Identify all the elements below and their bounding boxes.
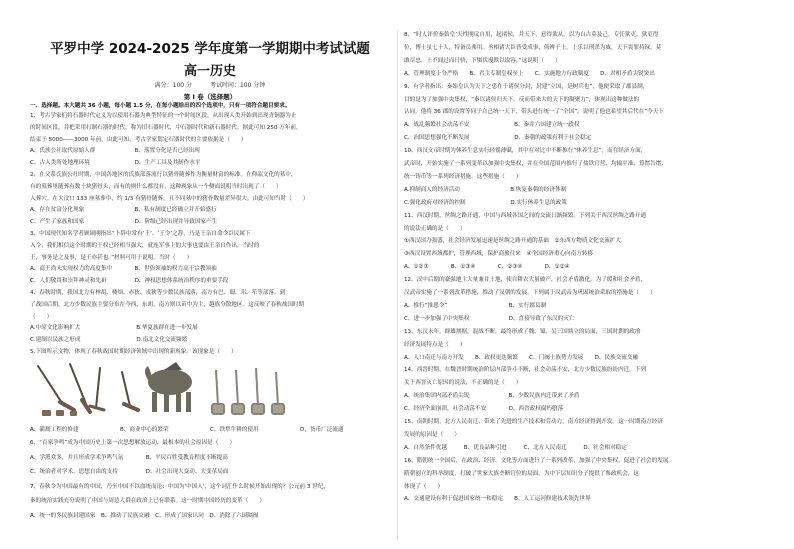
text-line: C、人们敬畏和崇拜神灵和先祖 D、神权思想体系统治秩序的重要手段 <box>30 278 229 285</box>
text-line: A、交通建设有利于促进国家统一和稳定 B、人工运河修建技术领先世界 <box>404 496 591 503</box>
text-line: 的时间区段，并把采用打制石器的时代，称为旧石器时代，中石器时代和新石器时代。据此可知 250 万年前， <box>30 124 302 131</box>
text-line: A、①②③ B、①③④ C、②③④ D、①②④ <box>404 264 570 271</box>
text-line: 敢尽忠。上不闻过而日骄，下慑伏谩欺以取容。”这说明（ ） <box>404 57 561 64</box>
text-line: 入令，我们相信这个时期的王权已经相当强大，就连军事上的大事也要由王亲自作出，当时的 <box>30 242 260 249</box>
text-line: C、产生了家族和国家 D、阶级已经出现并导致国家产生 <box>30 219 218 226</box>
text-line: 13、东汉末年，群雄割据，混战不断，最终形成了魏、蜀、吴三国鼎立的局面，三国时期的政治 <box>404 328 641 335</box>
subject-title: 高一历史 <box>183 64 236 79</box>
text-line: A、自然条件优越 B、优良品种引进 C、北方人民南迁 D、社会相对稳定 <box>404 444 627 451</box>
text-line: 7、春秋令为中国最有的中国，乃至中国不以血统而论；中国为'中国人'，这个词汇什么时候开始出现的？公元前 3 世纪， <box>30 483 330 490</box>
text-line: C.建制以民族之形成 D.南北文化交流频繁 <box>30 337 188 344</box>
option-c: C、铁犁牛耕的使用 <box>210 427 259 433</box>
text-line: 位，博士虽七十人，特备员弗用。丞相诸大臣皆受成事，倚辨于上。上乐以刑杀为威，天下畏罪持禄，莫 <box>404 44 662 51</box>
section-title: 第 I 卷（选择题） <box>183 93 237 101</box>
text-line: A、氏族公社取代原始人群 B、落置分化是否已经出现 <box>30 148 200 155</box>
text-line: C、经济全面崩溃，社会动荡不安 D、西晋政权腐朽堕落 <box>404 406 564 413</box>
text-line: A、人口南迁与南方开发 B、政权更迭频繁 C、门阀士族势力发展 D、民族交流交融 <box>404 354 639 361</box>
artifact-illustration <box>30 358 390 420</box>
option-a: A、灌溉工程的修建 <box>30 427 79 433</box>
text-line: 认同。他将 36 郡的设置等同于自己统一天下，带头进行统一了“全国”，说明了他也希望其后代在“今天下 <box>404 109 664 116</box>
text-line: 1、考古学家们将石器时代定义为以使用石器为典型特征的一个时间区段，从出现人类开始到出现青铜器为止 <box>30 113 297 119</box>
text-line: A、推行“推恩令” B、实行郡县制 <box>404 302 547 309</box>
text-line: C、统治者对学术、思想自由的支持 D、社会出现大变动、大变革局面 <box>30 469 229 475</box>
text-line: 隋朝创立的科举制度，打破了世家大族垄断官位的局面，为中下层知识分子提供了参政机会，这 <box>404 470 639 477</box>
farm-tools-icon <box>30 358 390 420</box>
text-line: 的说法正确的是（ ） <box>404 225 466 232</box>
text-line: A、统一的多民族封建国家 B、推动了民族交融 C、形成了国家认同 D、消除了六国隔阂 <box>30 512 259 519</box>
text-line: A、商王尚未实现权力的高度集中 B、世俗领袖的权力高于宗教领袖 <box>30 266 217 273</box>
text-line: 了战国后期，北方少数民族主要分布在今西、东胡，南方则以苗中为主，越族分散地区。这反映了春秋战国时期 <box>30 301 305 308</box>
text-line: 6、“百家争鸣”成为中国历史上第一次思想解放运动，最根本的社会原因是（ ） <box>30 440 236 446</box>
text-line: 武帝时，开始实施了一系列变革以加强中央集权，并在全国范围内推行了盐铁官营、均输平准、算缗告缗、 <box>404 161 667 167</box>
text-line: 10、西汉文帝时期为休养生息实行轻徭薄赋，其中在对比中不断推行“休养生息”，而在经济方面， <box>404 148 647 155</box>
text-line: A.中原文化影响扩大 B.华夏族群在进一步发展 <box>30 325 198 332</box>
text-line: C、治国思想强化不断发展 D、秦朝的政策有利于社会稳定 <box>404 135 592 142</box>
text-line: ①西汉国力强盛，社会经济发展迅速是丝绸之路开通的基础 ②东西方物质文化交流扩大 <box>404 238 621 245</box>
text-line: 体现了（ ） <box>404 483 444 490</box>
text-line: C、古人类所处地理环境 D、生产工具及其制作水平 <box>30 160 201 167</box>
exam-meta: 满分：100 分 考试时间：100 分钟 <box>154 82 266 89</box>
text-line: 9、有学者指出：秦始皇认为天下之患在于诸侯分封，封建“立国，是树兵也”，他便采取了郡县制， <box>404 83 649 90</box>
option-b: B、商业中心的繁荣 <box>120 427 169 433</box>
text-line: 结束于 5000——3000 年前。由此可知，考古学家划定石器时代的主要依据是（ ） <box>30 136 247 143</box>
text-line: 统一铸币等一系列经济措施，这些措施（ ） <box>404 173 522 180</box>
text-line: C.强化政府对经济的控制 D.实行休养生息的政策 <box>404 199 567 206</box>
text-line: 14、西晋时期，在魏晋时期统治阶层内部争斗不断，社会动荡不安，北方少数民族纷纷内迁。下列 <box>404 367 647 374</box>
text-line: A、学派众多，并且形成学术争鸣气氛 B、平民百姓受教育程度不断提高 <box>30 454 228 461</box>
text-line: A、管理制度十分严格 B、君主专制皇权至上 C、实施地方行政制度 D、君相矛盾尖锐突出 <box>404 70 655 77</box>
option-d: D、货币广泛流通 <box>300 427 344 433</box>
text-line: ③西汉设置西域都护，管理西域，保护商旅往来 ④全国经济重心向南方转移 <box>404 251 594 258</box>
text-line: 入葬穴。在大汶口 133 座墓葬中，约 1/3 有猪骨随葬，且不同墓中的猪骨数量差异很大。由此可知当时（ ） <box>30 195 309 202</box>
text-line: 2、在父系氏族公社时期，中国各地区的氏族部落流行以猪骨随葬作为衡量财富的标准。在仰韶文化的墓中， <box>30 172 297 178</box>
text-line: 5.下图所示文物，体现了春秋战国时期经济领域中出现的新现象。该现象是（ ） <box>30 349 237 355</box>
text-line: 15、南朝时期，北方人民南迁，带来了先进的生产技术和劳动力，南方经济得到开发。这一时期南方经济 <box>404 419 663 425</box>
instruction: 一、选择题。本大题共 36 小题，每小题 1.5 分，在每小题给出的四个选项中，只有一项符合题目要求。 <box>30 103 291 109</box>
text-line: 4、春秋时期，我国北方有林胡、楼烦、赤狄、戎狄等少数民族部落，南方有巴、蜀、邛、笮等部落。到 <box>30 290 286 296</box>
text-line: 王，事务是之及事，是王亦甚也。”材料可用于说明，当时（ ） <box>30 254 193 261</box>
text-line: 3、中国现代知名学者顾颉刚指出“卜辞中常有‘王’、‘王令’之辞，乃是王亲自命令臣民属下 <box>30 231 251 237</box>
text-line: A、存在贫富分化现象 B、私有制度已经确立并开始盛行 <box>30 207 217 214</box>
exam-title: 平罗中学 2024-2025 学年度第一学期期中考试试题 <box>50 41 370 57</box>
column-divider <box>397 30 398 540</box>
text-line: A、统治集团内部矛盾尖锐 B、少数民族内迁带来了矛盾 <box>404 393 580 400</box>
text-line: 发展的原因是（ ） <box>404 431 460 438</box>
text-line: 12、汉中后期的豪强地主大量兼并土地，使自耕农大量破产，社会矛盾激化。为了缓和社会矛盾， <box>404 277 647 284</box>
text-line: （ ） <box>30 313 53 320</box>
text-line: A、战乱频繁社会动荡不安 B、秦并六国建立统一政权 <box>404 122 580 129</box>
text-line: C、进一步加强了中央集权 D、直接导致了东汉的灭亡 <box>404 315 575 322</box>
text-line: 8、“时人评价秦始皇‘天性刚戾自用，起诸侯，并天下，意得欲从，以为自古莫及己。专任狱吏，狱吏得 <box>404 32 659 38</box>
text-line: 目的是为了加强中央集权，“秦以诸侯归天下，反而带来大的天下的凝聚力”，体现出这种做法的 <box>404 96 640 103</box>
text-line: 关于西晋灭亡原因的说法，不正确的是（ ） <box>404 380 522 387</box>
text-line: 有的墓葬里随葬有数十块猪骨头，而有的则什么都没有，这种现象从一个侧面说明当时出现了（ ） <box>30 183 282 190</box>
text-line: 秦的统治实践充分说明了中国与周边人群在政治上已有联系。这一时期中国经历的变革（ ） <box>30 498 265 504</box>
text-line: A.抑制商人的经济活动 B.恢复秦朝的经济体制 <box>404 186 567 193</box>
text-line: 经济发展特点是（ ） <box>404 341 466 348</box>
text-line: 11、西汉时期，丝绸之路开通，中国与西域各国之间的交流日渐频繁。下列关于西汉丝绸之路开通 <box>404 212 647 219</box>
text-line: 16、隋朝统一全国后，在政治、经济、文化等方面进行了一系列改革，加强了中央集权，促进了社会的发展。 <box>404 457 675 464</box>
text-line: 汉武帝实施了一系列改革措施，推动了汉朝的发展。下列属于汉武帝为巩固统治采取的措施是（ ） <box>404 290 656 296</box>
